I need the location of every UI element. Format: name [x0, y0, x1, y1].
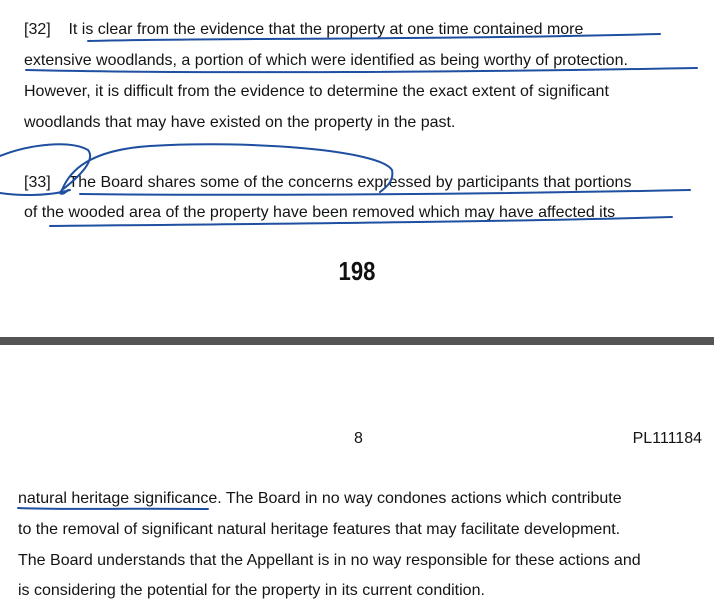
- paragraph-number: [33]: [24, 174, 51, 191]
- paragraph-32-line-2: extensive woodlands, a portion of which were identified as being worthy of protection.: [24, 52, 628, 69]
- paragraph-32-line-4: woodlands that may have existed on the property in the past.: [24, 114, 456, 131]
- page-number: 8: [354, 430, 363, 447]
- paragraph-33-line-2: of the wooded area of the property have been removed which may have affected its: [24, 204, 616, 221]
- continuation-line-3: The Board understands that the Appellant is in no way responsible for these actions and: [18, 552, 641, 569]
- case-code: PL111184: [632, 430, 702, 447]
- stamped-page-number: 198: [338, 256, 376, 286]
- paragraph-number: [32]: [24, 21, 51, 38]
- continuation-line-1: natural heritage significance. The Board in no way condones actions which contribute: [18, 490, 622, 507]
- continuation-line-2: to the removal of significant natural heritage features that may facilitate development.: [18, 521, 621, 538]
- continuation-line-4: is considering the potential for the property in its current condition.: [18, 582, 485, 599]
- paragraph-32-line-1: [32] It is clear from the evidence that the property at one time contained more: [24, 21, 584, 38]
- paragraph-33-line-1: [33] The Board shares some of the concerns expressed by participants that portions: [24, 174, 632, 191]
- page-divider: [0, 337, 714, 345]
- paragraph-32-line-3: However, it is difficult from the evidence to determine the exact extent of significant: [24, 83, 609, 100]
